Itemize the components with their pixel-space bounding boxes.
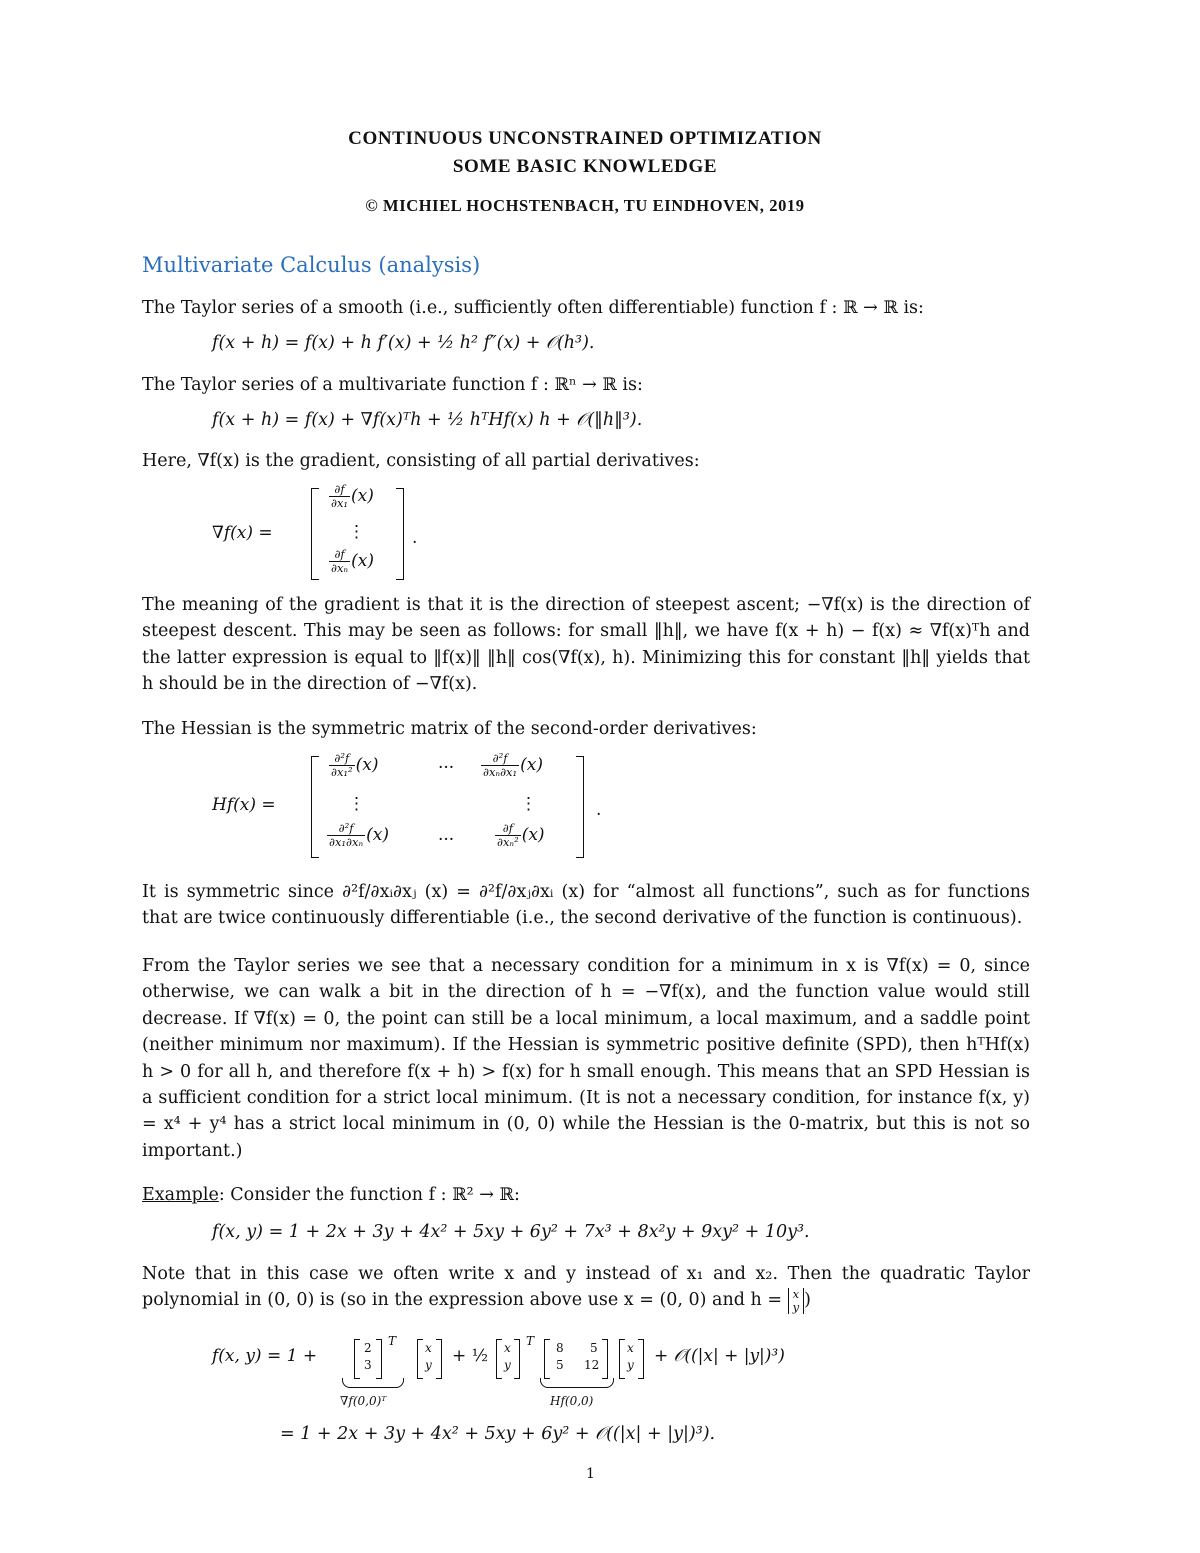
gradient-right-bracket: [396, 488, 404, 580]
hessian-vdots-right: ⋮: [520, 794, 537, 814]
hessian-cdots-bottom: ···: [438, 830, 455, 850]
hess-mat-left-bracket: [544, 1339, 550, 1379]
hessian-cell-nn: $\frac{\partial f}{\text{∂xₙ²}}$ (x): [497, 821, 545, 849]
grad-transpose: T: [388, 1334, 397, 1348]
gradient-row-n: $\frac{\partial f}{\text{∂xₙ}}$ (x): [331, 547, 374, 575]
hessian-lhs: Hf(x) =: [212, 795, 276, 815]
gradient-left-bracket: [311, 488, 319, 580]
hess-mat-21: 5: [556, 1358, 564, 1372]
xy2-vec-right-bracket: [514, 1339, 520, 1379]
xy2-vec-bottom: y: [504, 1358, 511, 1372]
example-note: Note that in this case we often write x and y instead of x₁ and x₂. Then the quadratic Taylor polynomial in (0, 0) is (so in the expression above use x = (0, 0) and h = x y ): [142, 1264, 1030, 1314]
page-number: 1: [586, 1466, 595, 1482]
hessian-underbrace: [540, 1378, 614, 1388]
title-line-1: CONTINUOUS UNCONSTRAINED OPTIMIZATION: [348, 128, 822, 149]
gradient-vdots: ⋮: [348, 522, 365, 542]
grad-vec-left-bracket: [354, 1339, 360, 1379]
hessian-left-bracket: [311, 756, 319, 858]
hess-mat-22: 12: [584, 1358, 600, 1372]
xy-vec-left-bracket: [417, 1339, 423, 1379]
xy-vec-top: x: [425, 1341, 432, 1355]
hess-mat-11: 8: [556, 1341, 564, 1355]
hessian-cell-n1: $\frac{\text{∂²f}}{\text{∂x₁∂xₙ}}$ (x): [329, 821, 389, 849]
gradient-underbrace: [342, 1378, 404, 1388]
multivariate-taylor-equation: f(x + h) = f(x) + ∇f(x)ᵀh + ½ hᵀHf(x) h + 𝒪(‖h‖³).: [212, 410, 643, 430]
taylor-equation: f(x + h) = f(x) + h f′(x) + ½ h² f″(x) + 𝒪(h³).: [212, 333, 595, 353]
expansion-tail: + 𝒪((|x| + |y|)³): [654, 1346, 785, 1366]
taylor-intro: The Taylor series of a smooth (i.e., sufficiently often differentiable) function f : ℝ → ℝ is:: [142, 298, 924, 318]
gradient-meaning-paragraph: The meaning of the gradient is that it is the direction of steepest ascent; −∇f(x) is the direction of steepest descent. This may be seen as follows: for small ‖h‖, we have f(x + h) − f(x) ≈ ∇f(x)ᵀh and the latter expression is equal to ‖f(x)‖ ‖h‖ cos(∇f(x), h). Minimizing this for constant ‖h‖ yields that h should be in the direction of −∇f(x).: [142, 595, 1030, 695]
gradient-row-1: $\frac{\partial f}{\text{∂x₁}}$ (x): [331, 482, 374, 510]
symmetric-paragraph: It is symmetric since ∂²f/∂xᵢ∂xⱼ (x) = ∂²f/∂xⱼ∂xᵢ (x) for “almost all functions”, such as for functions that are twice continuously differentiable (i.e., the second derivative of the function is continuous).: [142, 882, 1030, 929]
gradient-lhs: ∇f(x) =: [212, 523, 273, 543]
hessian-period: .: [596, 800, 602, 820]
hessian-vdots-left: ⋮: [348, 794, 365, 814]
xy3-vec-bottom: y: [627, 1358, 634, 1372]
gradient-underbrace-label: ∇f(0,0)ᵀ: [340, 1394, 387, 1408]
example-intro: Example: Consider the function f : ℝ² → ℝ:: [142, 1185, 520, 1205]
copyright-line: © MICHIEL HOCHSTENBACH, TU EINDHOVEN, 2019: [365, 196, 805, 215]
example-label: Example: [142, 1185, 219, 1205]
hessian-right-bracket: [576, 756, 584, 858]
section-heading: Multivariate Calculus (analysis): [142, 253, 481, 277]
xy2-transpose: T: [526, 1334, 535, 1348]
xy-vec-right-bracket: [436, 1339, 442, 1379]
hess-mat-12: 5: [590, 1341, 598, 1355]
xy3-vec-top: x: [627, 1341, 634, 1355]
hess-mat-right-bracket: [602, 1339, 608, 1379]
hessian-cell-1n: $\frac{\text{∂²f}}{\text{∂xₙ∂x₁}}$ (x): [483, 751, 543, 779]
title-line-2: SOME BASIC KNOWLEDGE: [452, 156, 718, 177]
grad-vec-right-bracket: [376, 1339, 382, 1379]
hessian-cell-11: $\frac{\text{∂²f}}{\text{∂x₁²}}$ (x): [331, 751, 379, 779]
grad-vec-bottom: 3: [364, 1358, 372, 1372]
xy3-vec-right-bracket: [638, 1339, 644, 1379]
multivariate-taylor-intro: The Taylor series of a multivariate function f : ℝⁿ → ℝ is:: [142, 375, 643, 395]
xy2-vec-top: x: [504, 1341, 511, 1355]
hessian-cdots-top: ···: [438, 758, 455, 778]
gradient-period: .: [412, 528, 418, 548]
grad-vec-top: 2: [364, 1341, 372, 1355]
hessian-intro: The Hessian is the symmetric matrix of the second-order derivatives:: [142, 719, 757, 739]
xy2-vec-left-bracket: [496, 1339, 502, 1379]
xy-vec-bottom: y: [425, 1358, 432, 1372]
expansion-lhs: f(x, y) = 1 +: [212, 1346, 318, 1366]
h-vector: x y: [788, 1288, 805, 1314]
expansion-result: = 1 + 2x + 3y + 4x² + 5xy + 6y² + 𝒪((|x| + |y|)³).: [280, 1424, 716, 1444]
example-function: f(x, y) = 1 + 2x + 3y + 4x² + 5xy + 6y² + 7x³ + 8x²y + 9xy² + 10y³.: [212, 1222, 810, 1242]
plus-half: + ½: [452, 1346, 489, 1366]
gradient-intro: Here, ∇f(x) is the gradient, consisting of all partial derivatives:: [142, 451, 700, 471]
hessian-underbrace-label: Hf(0,0): [550, 1394, 594, 1408]
xy3-vec-left-bracket: [619, 1339, 625, 1379]
necessary-condition-paragraph: From the Taylor series we see that a necessary condition for a minimum in x is ∇f(x) = 0, since otherwise, we can walk a bit in the direction of h = −∇f(x), and the function value would still decrease. If ∇f(x) = 0, the point can still be a local minimum, a local maximum, and a saddle point (neither minimum nor maximum). If the Hessian is symmetric positive definite (SPD), then hᵀHf(x) h > 0 for all h, and therefore f(x + h) > f(x) for h small enough. This means that an SPD Hessian is a sufficient condition for a strict local minimum. (It is not a necessary condition, for instance f(x, y) = x⁴ + y⁴ has a strict local minimum in (0, 0) while the Hessian is the 0-matrix, but this is not so important.): [142, 956, 1030, 1161]
